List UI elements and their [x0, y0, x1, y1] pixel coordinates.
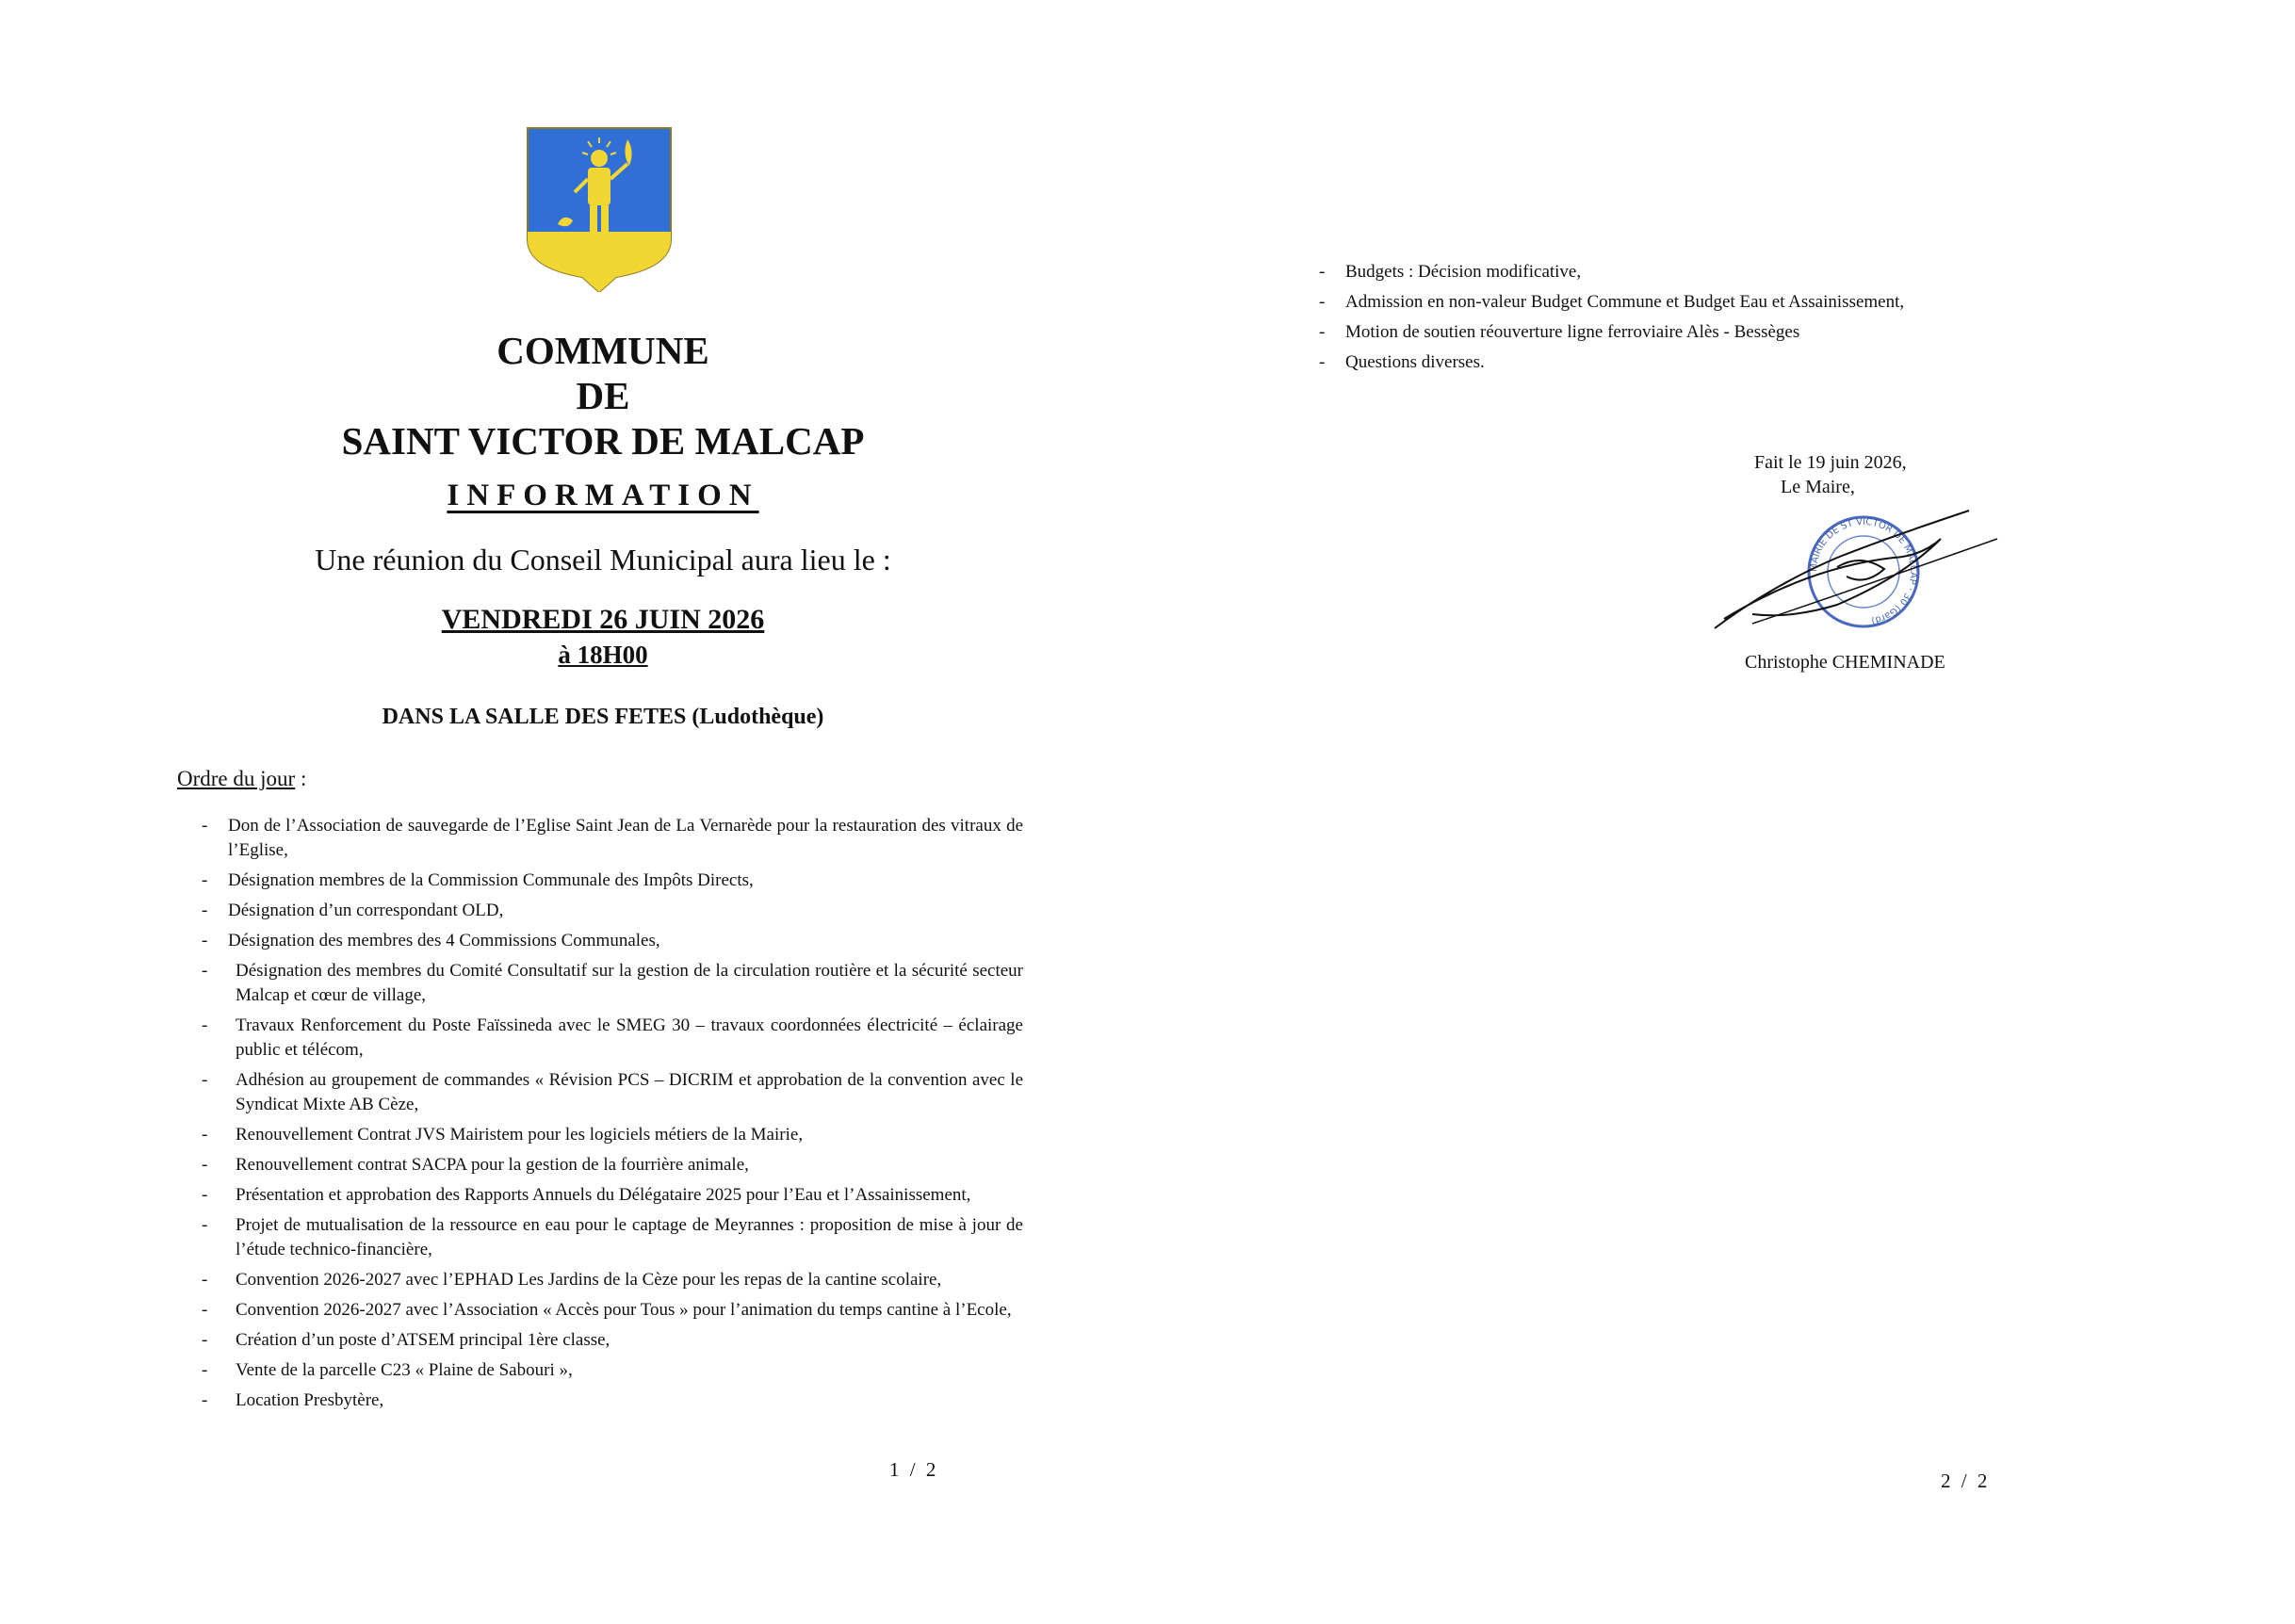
stamp-text: MAIRIE DE ST VICTOR DE MALCAP · 30 (Gard)	[1808, 516, 1919, 626]
mayor-label: Le Maire,	[1781, 477, 1855, 497]
meeting-date: VENDREDI 26 JUIN 2026	[441, 604, 765, 635]
signer-name: Christophe CHEMINADE	[1745, 652, 1945, 673]
agenda-item: - Vente de la parcelle C23 « Plaine de Sabouri »,	[202, 1358, 1023, 1383]
agenda-item: - Projet de mutualisation de la ressource en eau pour le captage de Meyrannes : proposition de mise à jour de l’étude technico-financière,	[202, 1213, 1023, 1262]
agenda-list-continued	[1319, 260, 2073, 381]
agenda-item: - Location Presbytère,	[202, 1389, 1023, 1413]
page-number: 2 / 2	[1941, 1470, 1991, 1492]
page-2	[1148, 0, 2295, 1624]
agenda-heading	[177, 767, 306, 791]
agenda-item: - Convention 2026-2027 avec l’EPHAD Les Jardins de la Cèze pour les repas de la cantine scolaire,	[202, 1268, 1023, 1292]
agenda-item: - Budgets : Décision modificative,	[1319, 260, 2073, 284]
meeting-time: à 18H00	[558, 641, 648, 669]
commune-title-line3: SAINT VICTOR DE MALCAP	[341, 419, 865, 463]
agenda-item: - Renouvellement Contrat JVS Mairistem pour les logiciels métiers de la Mairie,	[202, 1123, 1023, 1147]
agenda-item: - Présentation et approbation des Rapports Annuels du Délégataire 2025 pour l’Eau et l’Assainissement,	[202, 1183, 1023, 1208]
agenda-item: - Motion de soutien réouverture ligne ferroviaire Alès - Bessèges	[1319, 320, 2073, 345]
information-heading: INFORMATION	[447, 479, 759, 512]
agenda-item: - Convention 2026-2027 avec l’Association « Accès pour Tous » pour l’animation du temps cantine à l’Ecole,	[202, 1298, 1023, 1323]
closing-block	[1754, 450, 1907, 499]
agenda-item: - Renouvellement contrat SACPA pour la gestion de la fourrière animale,	[202, 1153, 1023, 1177]
commune-title	[226, 328, 980, 463]
agenda-item: - Désignation des membres des 4 Commissions Communales,	[202, 929, 1023, 953]
coat-of-arms-icon	[526, 126, 673, 292]
agenda-item: - Désignation d’un correspondant OLD,	[202, 899, 1023, 923]
agenda-item: - Travaux Renforcement du Poste Faïssineda avec le SMEG 30 – travaux coordonnées électricité – éclairage public et télécom,	[202, 1014, 1023, 1063]
agenda-item: - Création d’un poste d’ATSEM principal 1ère classe,	[202, 1328, 1023, 1353]
agenda-item: - Admission en non-valeur Budget Commune et Budget Eau et Assainissement,	[1319, 290, 2073, 315]
commune-title-line1: COMMUNE	[496, 329, 709, 372]
agenda-list	[202, 814, 1023, 1419]
signature-stamp-icon	[1696, 501, 2016, 642]
agenda-heading-text: Ordre du jour	[177, 767, 296, 790]
signature-date: Fait le 19 juin 2026,	[1754, 452, 1907, 473]
agenda-item: - Adhésion au groupement de commandes « Révision PCS – DICRIM et approbation de la convention avec le Syndicat Mixte AB Cèze,	[202, 1068, 1023, 1117]
agenda-item: - Don de l’Association de sauvegarde de l’Eglise Saint Jean de La Vernarède pour la restauration des vitraux de l’Eglise,	[202, 814, 1023, 863]
agenda-item: - Questions diverses.	[1319, 350, 2073, 375]
agenda-item: - Désignation membres de la Commission Communale des Impôts Directs,	[202, 869, 1023, 893]
page-number: 1 / 2	[889, 1458, 939, 1481]
agenda-item: - Désignation des membres du Comité Consultatif sur la gestion de la circulation routière et la sécurité secteur Malcap et cœur de village,	[202, 959, 1023, 1008]
commune-title-line2: DE	[576, 374, 630, 417]
agenda-heading-colon: :	[295, 767, 307, 790]
meeting-venue: DANS LA SALLE DES FETES (Ludothèque)	[382, 705, 824, 729]
meeting-intro: Une réunion du Conseil Municipal aura lieu le :	[315, 543, 891, 577]
